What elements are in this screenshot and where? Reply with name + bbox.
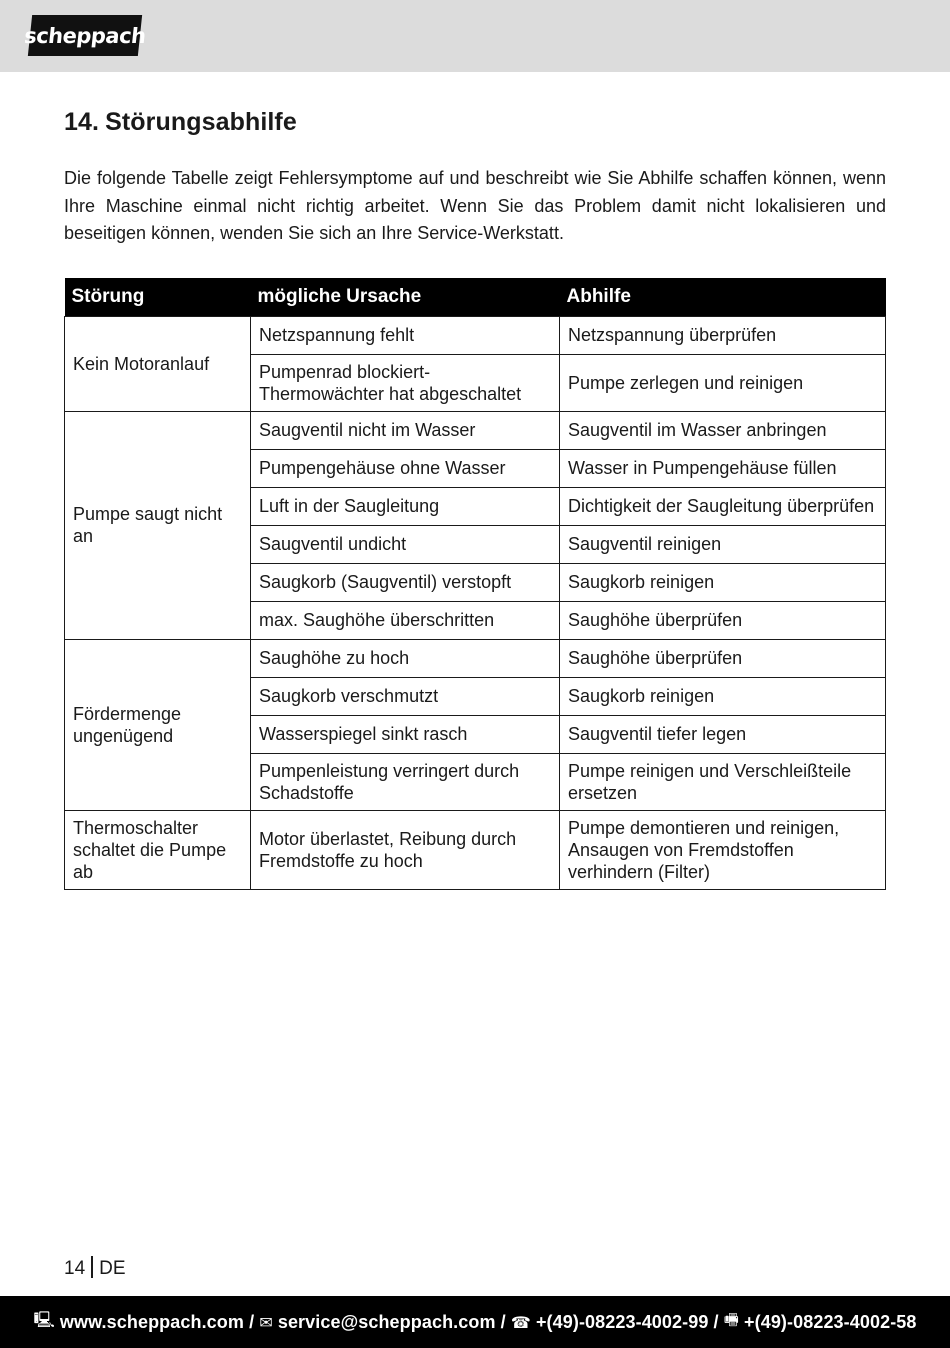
cause-cell: max. Saughöhe überschritten xyxy=(251,601,560,639)
page-language: DE xyxy=(99,1258,126,1279)
mail-icon: ✉ xyxy=(259,1312,273,1332)
remedy-cell: Saughöhe überprüfen xyxy=(560,601,886,639)
remedy-cell: Saugventil reinigen xyxy=(560,525,886,563)
cause-cell: Saugkorb (Saugventil) verstopft xyxy=(251,563,560,601)
remedy-cell: Pumpe zerlegen und reinigen xyxy=(560,354,886,411)
remedy-cell: Saughöhe überprüfen xyxy=(560,639,886,677)
table-row xyxy=(65,639,886,677)
cause-cell: Luft in der Saugleitung xyxy=(251,487,560,525)
troubleshooting-table xyxy=(64,278,886,890)
page-separator xyxy=(91,1256,93,1278)
remedy-cell: Saugventil tiefer legen xyxy=(560,715,886,753)
section-title: Störungsabhilfe xyxy=(105,108,297,136)
page-header xyxy=(0,0,950,72)
cause-cell: Netzspannung fehlt xyxy=(251,316,560,354)
remedy-cell: Pumpe reinigen und Verschleißteile ersetzen xyxy=(560,753,886,810)
remedy-cell: Saugventil im Wasser anbringen xyxy=(560,411,886,449)
footer-website: www.scheppach.com / xyxy=(59,1311,255,1332)
computer-icon: 🖳 xyxy=(33,1309,55,1329)
contact-footer xyxy=(0,1296,950,1348)
cause-cell: Wasserspiegel sinkt rasch xyxy=(251,715,560,753)
fault-cell: Pumpe saugt nicht an xyxy=(65,411,251,639)
table-header-row xyxy=(65,278,886,317)
table-row xyxy=(65,810,886,889)
footer-phone: +(49)-08223-4002-99 / xyxy=(535,1311,719,1332)
cause-cell: Saugventil undicht xyxy=(251,525,560,563)
remedy-cell: Saugkorb reinigen xyxy=(560,563,886,601)
table-row xyxy=(65,411,886,449)
remedy-cell: Dichtigkeit der Saugleitung überprüfen xyxy=(560,487,886,525)
phone-icon: ☎ xyxy=(510,1312,531,1332)
cause-cell: Pumpenrad blockiert-Thermowächter hat abgeschaltet xyxy=(251,354,560,411)
fault-cell: Fördermenge ungenügend xyxy=(65,639,251,810)
fault-cell: Thermoschalter schaltet die Pumpe ab xyxy=(65,810,251,889)
cause-cell: Pumpenleistung verringert durch Schadstoffe xyxy=(251,753,560,810)
page-number xyxy=(64,1256,126,1280)
footer-fax: +(49)-08223-4002-58 xyxy=(744,1311,917,1332)
page-number-value: 14 xyxy=(64,1258,86,1279)
cause-cell: Saughöhe zu hoch xyxy=(251,639,560,677)
scheppach-logo: scheppach xyxy=(28,15,142,56)
cause-cell: Motor überlastet, Reibung durch Fremdstoffe zu hoch xyxy=(251,810,560,889)
table-row xyxy=(65,316,886,354)
footer-email: service@scheppach.com / xyxy=(277,1311,506,1332)
intro-paragraph: Die folgende Tabelle zeigt Fehlersymptome auf und beschreibt wie Sie Abhilfe schaffen können, wenn Ihre Maschine einmal nicht richtig arbeitet. Wenn Sie das Problem damit nicht lokalisieren und beseitigen können, wenden Sie sich an Ihre Service-Werkstatt. xyxy=(64,168,886,243)
remedy-cell: Wasser in Pumpengehäuse füllen xyxy=(560,449,886,487)
cause-cell: Pumpengehäuse ohne Wasser xyxy=(251,449,560,487)
fax-icon: 🖷 xyxy=(723,1309,739,1329)
header-remedy: Abhilfe xyxy=(560,278,886,317)
section-number: 14. xyxy=(64,108,100,136)
header-fault: Störung xyxy=(65,278,251,317)
remedy-cell: Pumpe demontieren und reinigen, Ansaugen von Fremdstoffen verhindern (Filter) xyxy=(560,810,886,889)
header-cause: mögliche Ursache xyxy=(251,278,560,317)
section-heading xyxy=(64,108,886,137)
cause-cell: Saugventil nicht im Wasser xyxy=(251,411,560,449)
cause-cell: Saugkorb verschmutzt xyxy=(251,677,560,715)
remedy-cell: Saugkorb reinigen xyxy=(560,677,886,715)
remedy-cell: Netzspannung überprüfen xyxy=(560,316,886,354)
main-content xyxy=(64,108,886,890)
fault-cell: Kein Motoranlauf xyxy=(65,316,251,411)
